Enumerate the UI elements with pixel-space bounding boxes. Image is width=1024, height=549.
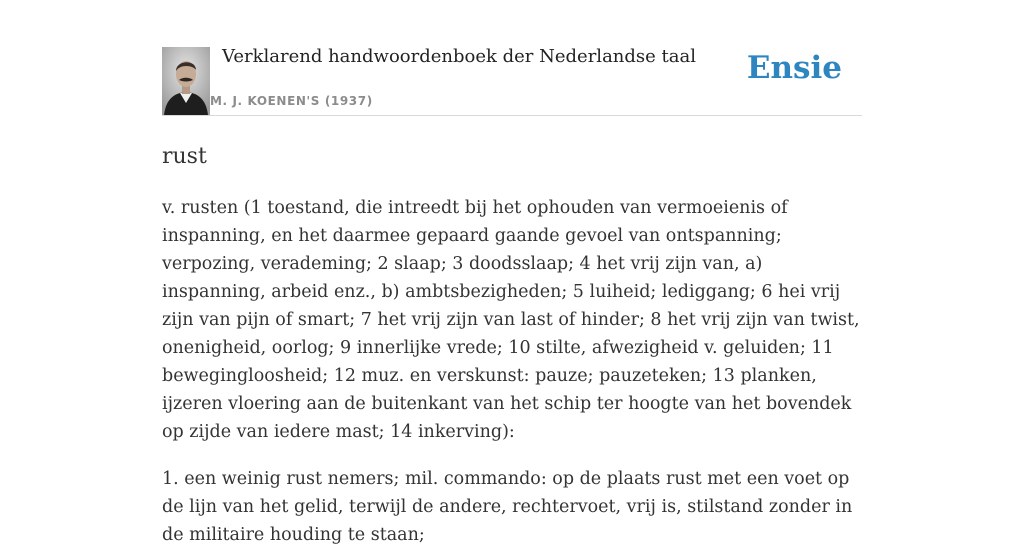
entry [162,142,862,549]
entry-headword: rust [162,144,207,169]
content [162,0,862,549]
book-title: Verklarend handwoordenboek der Nederlandse taal [222,46,696,67]
entry-sense: 1. een weinig rust nemers; mil. commando: op de plaats rust met een voet op de lijn van het gelid, terwijl de andere, rechtervoet, vrij is, stilstand zonder in de militaire houding te staan; [162,469,853,545]
ensie-logo-link[interactable]: Ensie [746,50,842,86]
site-header [162,0,862,116]
author-label: M. J. KOENEN'S (1937) [210,94,373,108]
entry-definition: v. rusten (1 toestand, die intreedt bij het ophouden van vermoeienis of inspanning, en het daarmee gepaard gaande gevoel van ontspanning; verpozing, verademing; 2 slaap; 3 doodsslaap; 4 het vrij zijn van, a) inspanning, arbeid enz., b) ambtsbezigheden; 5 luiheid; lediggang; 6 hei vrij zijn van pijn of smart; 7 het vrij zijn van last of hinder; 8 het vrij zijn van twist, onenigheid, oorlog; 9 innerlijke vrede; 10 stilte, afwezigheid v. geluiden; 11 bewegingloosheid; 12 muz. en verskunst: pauze; pauzeteken; 13 planken, ijzeren vloering aan de buitenkant van het schip ter hoogte van het bovendek op zijde van iedere mast; 14 inkerving): [162,198,860,442]
author-portrait-icon [162,47,210,115]
